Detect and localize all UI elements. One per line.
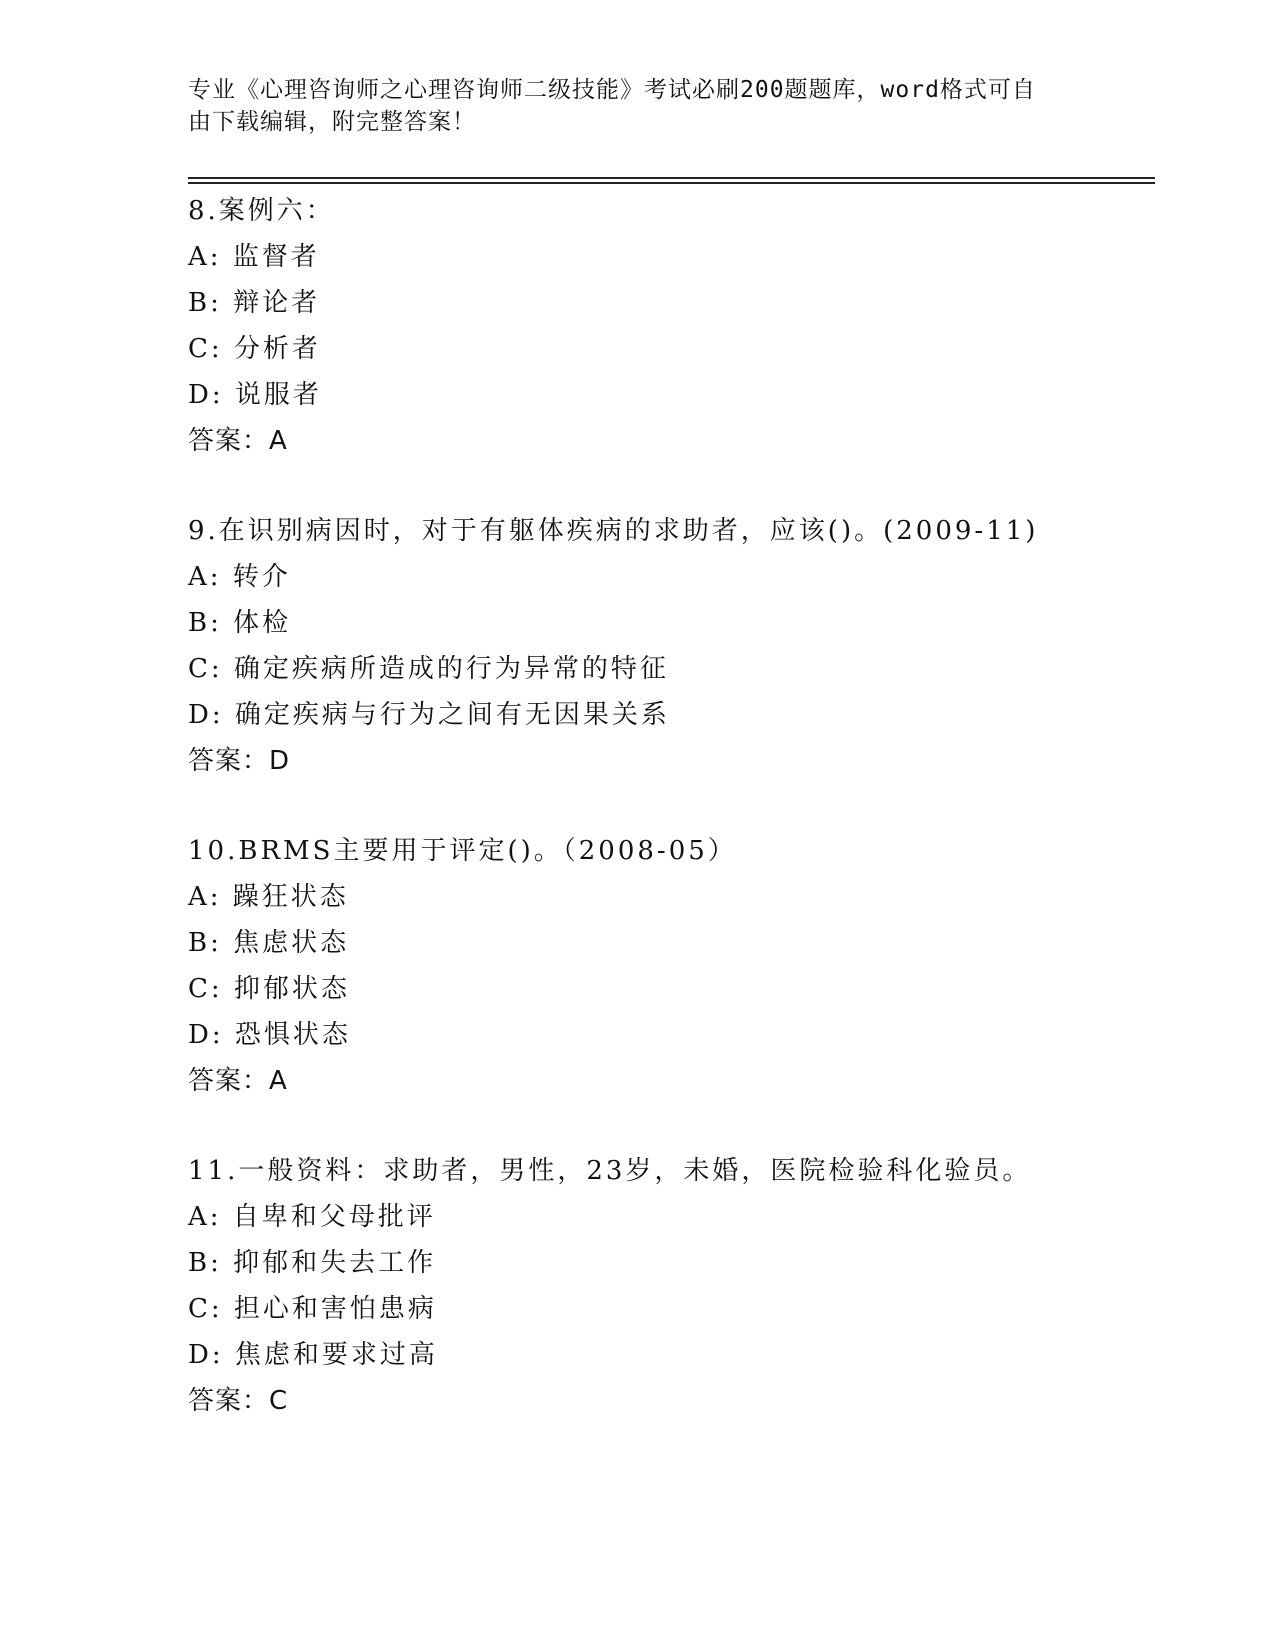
- option-d: D: 说服者: [188, 380, 322, 410]
- question-stem: 9.在识别病因时，对于有躯体疾病的求助者，应该()。(2009-11): [188, 516, 1039, 546]
- header-line-1: 专业《心理咨询师之心理咨询师二级技能》考试必刷200题题库，word格式可自: [188, 77, 1036, 103]
- answer-label: 答案：A: [188, 1066, 288, 1096]
- option-a: A: 自卑和父母批评: [188, 1202, 436, 1232]
- question-stem: 11.一般资料：求助者，男性，23岁，未婚，医院检验科化验员。: [188, 1156, 1032, 1186]
- answer-label: 答案：C: [188, 1386, 289, 1416]
- option-b: B: 体检: [188, 608, 292, 638]
- question-9: [188, 508, 1188, 784]
- question-8: [188, 188, 1188, 464]
- document-header: [188, 74, 1078, 138]
- option-a: A: 躁狂状态: [188, 882, 349, 912]
- question-11: [188, 1148, 1188, 1424]
- option-c: C: 担心和害怕患病: [188, 1294, 437, 1324]
- option-b: B: 焦虑状态: [188, 928, 350, 958]
- option-d: D: 恐惧状态: [188, 1020, 351, 1050]
- header-divider-bottom: [188, 182, 1155, 184]
- question-10: [188, 828, 1188, 1104]
- question-stem: 8.案例六：: [188, 196, 335, 226]
- option-d: D: 焦虑和要求过高: [188, 1340, 438, 1370]
- option-a: A: 监督者: [188, 242, 320, 272]
- answer-label: 答案：A: [188, 426, 288, 456]
- header-divider-top: [188, 177, 1155, 179]
- option-b: B: 抑郁和失去工作: [188, 1248, 437, 1278]
- option-d: D: 确定疾病与行为之间有无因果关系: [188, 700, 670, 730]
- option-c: C: 确定疾病所造成的行为异常的特征: [188, 654, 669, 684]
- answer-label: 答案：D: [188, 746, 291, 776]
- option-c: C: 分析者: [188, 334, 321, 364]
- option-c: C: 抑郁状态: [188, 974, 350, 1004]
- header-line-2: 由下载编辑，附完整答案！: [188, 109, 476, 135]
- option-b: B: 辩论者: [188, 288, 321, 318]
- option-a: A: 转介: [188, 562, 291, 592]
- question-stem: 10.BRMS主要用于评定()。（2008-05）: [188, 836, 737, 866]
